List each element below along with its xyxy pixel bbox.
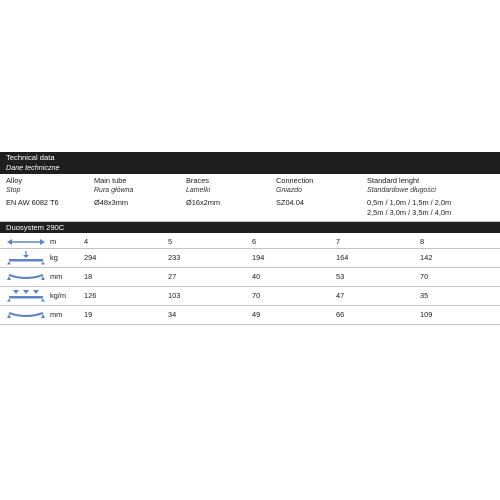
spec-main-tube-value: Ø48x3mm bbox=[94, 198, 129, 207]
spec-alloy-value: EN AW 6082 T6 bbox=[6, 198, 59, 207]
spec-connection-value: SZ04.04 bbox=[276, 198, 304, 207]
technical-data-header bbox=[0, 152, 500, 174]
span-length-icon bbox=[6, 235, 46, 249]
spec-length-sub: Standardowe długości bbox=[367, 186, 436, 194]
spec-length-line2: 2,5m / 3,0m / 3,5m / 4,0m bbox=[367, 207, 452, 217]
table-cell: 70 bbox=[420, 272, 429, 281]
header-cell: 7 bbox=[336, 237, 341, 246]
spec-braces-sub: Lamelki bbox=[186, 186, 211, 194]
distributed-load-icon bbox=[6, 289, 46, 303]
table-cell: 40 bbox=[252, 272, 261, 281]
spec-alloy-label: Alloy bbox=[6, 176, 23, 185]
spec-connection bbox=[276, 176, 313, 195]
table-row bbox=[0, 249, 500, 268]
header-cell: 8 bbox=[420, 237, 425, 246]
row-unit: kg/m bbox=[50, 291, 67, 300]
table-cell: 194 bbox=[252, 253, 265, 262]
table-cell: 294 bbox=[84, 253, 97, 262]
row-unit: kg bbox=[50, 253, 58, 262]
table-cell: 19 bbox=[84, 310, 93, 319]
table-cell: 47 bbox=[336, 291, 345, 300]
table-cell: 164 bbox=[336, 253, 349, 262]
table-cell: 233 bbox=[168, 253, 181, 262]
table-cell: 34 bbox=[168, 310, 177, 319]
table-row bbox=[0, 268, 500, 287]
row-unit: mm bbox=[50, 310, 63, 319]
point-load-beam-icon bbox=[6, 251, 46, 265]
technical-data-subtitle: Dane techniczne bbox=[6, 163, 60, 172]
spec-braces bbox=[186, 176, 210, 195]
spec-length bbox=[367, 176, 436, 195]
row-unit: mm bbox=[50, 272, 63, 281]
table-row bbox=[0, 306, 500, 325]
header-cell: 5 bbox=[168, 237, 173, 246]
table-cell: 103 bbox=[168, 291, 181, 300]
technical-data-title: Technical data bbox=[6, 153, 55, 162]
spec-connection-label: Connection bbox=[276, 176, 314, 185]
table-cell: 66 bbox=[336, 310, 345, 319]
technical-data-sheet bbox=[0, 152, 500, 325]
table-cell: 27 bbox=[168, 272, 177, 281]
spec-main-tube bbox=[94, 176, 133, 195]
deflection-icon bbox=[6, 308, 46, 322]
header-cell: 4 bbox=[84, 237, 89, 246]
header-cell: 6 bbox=[252, 237, 257, 246]
table-cell: 18 bbox=[84, 272, 93, 281]
system-title-bar bbox=[0, 222, 500, 233]
specs-block bbox=[0, 174, 500, 222]
spec-length-line1: 0,5m / 1,0m / 1,5m / 2,0m bbox=[367, 198, 452, 207]
spec-connection-sub: Gniazdo bbox=[276, 186, 303, 194]
spec-braces-label: Braces bbox=[186, 176, 210, 185]
spec-alloy-sub: Stop bbox=[6, 186, 21, 194]
table-cell: 126 bbox=[84, 291, 97, 300]
table-row bbox=[0, 287, 500, 306]
spec-length-values bbox=[367, 198, 451, 217]
table-cell: 70 bbox=[252, 291, 261, 300]
spec-length-label: Standard lenght bbox=[367, 176, 420, 185]
table-cell: 109 bbox=[420, 310, 433, 319]
system-title: Duosystem 290C bbox=[6, 223, 65, 232]
spec-main-tube-label: Main tube bbox=[94, 176, 127, 185]
spec-main-tube-sub: Rura główna bbox=[94, 186, 134, 194]
table-cell: 49 bbox=[252, 310, 261, 319]
header-unit: m bbox=[50, 237, 57, 246]
table-cell: 53 bbox=[336, 272, 345, 281]
table-cell: 35 bbox=[420, 291, 429, 300]
spec-alloy bbox=[6, 176, 22, 195]
spec-braces-value: Ø16x2mm bbox=[186, 198, 221, 207]
span-header-row bbox=[0, 233, 500, 249]
table-cell: 142 bbox=[420, 253, 433, 262]
deflection-icon bbox=[6, 270, 46, 284]
